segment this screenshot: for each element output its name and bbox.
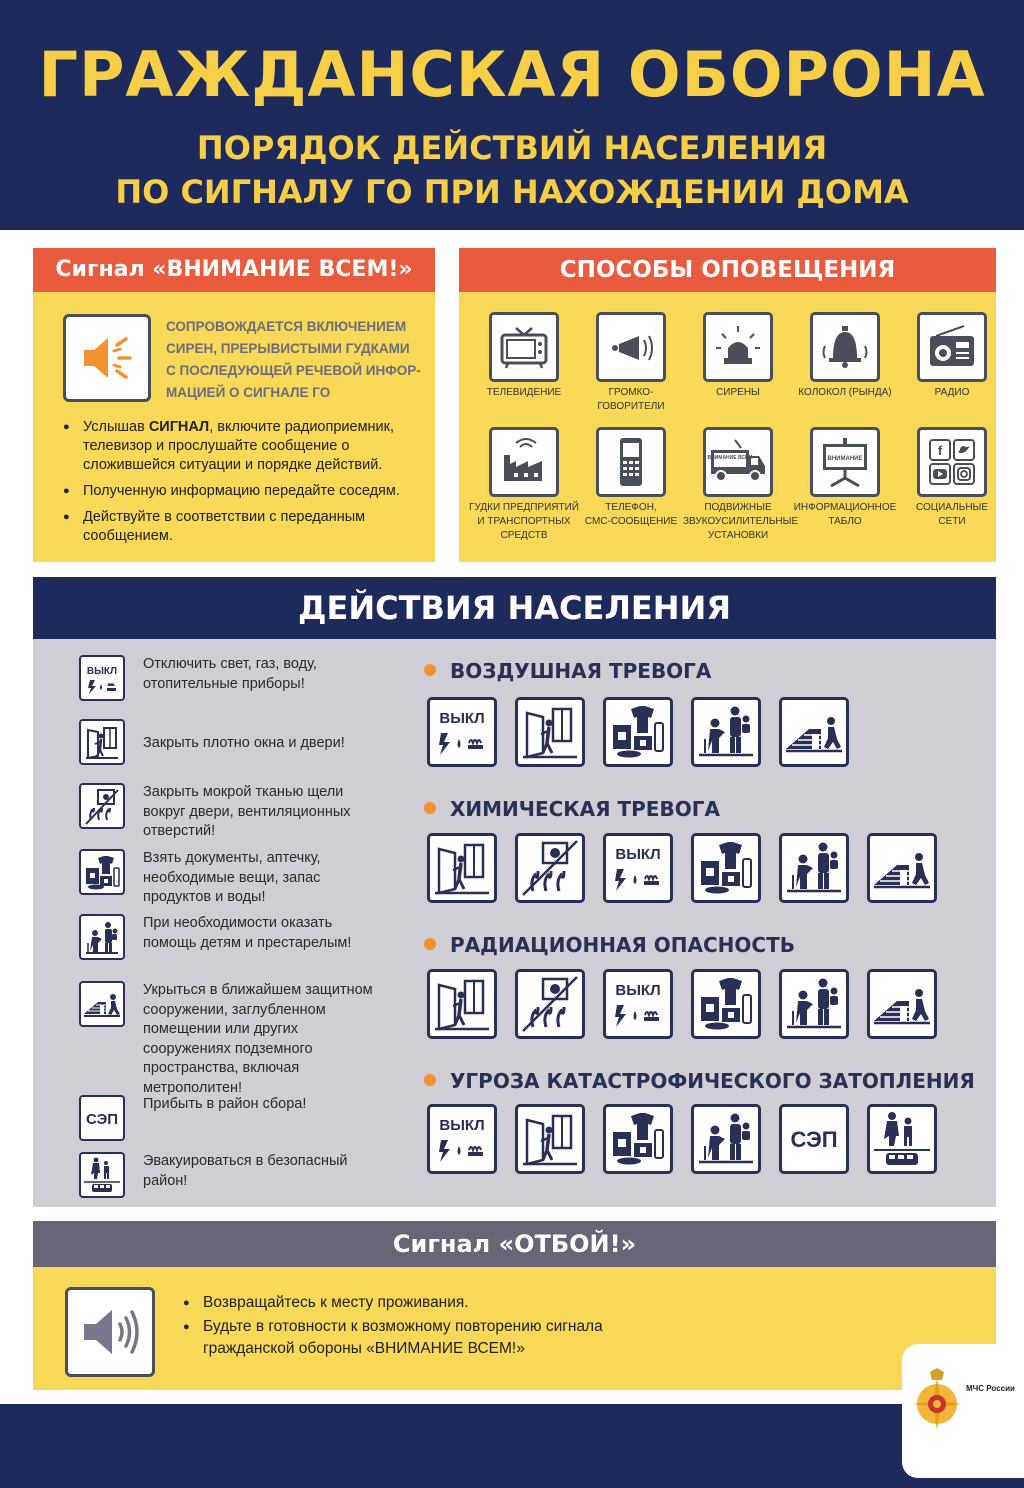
off-icon — [603, 969, 673, 1039]
sep-label: СЭП — [790, 1127, 838, 1152]
method-phone — [576, 427, 686, 529]
signal-bullets — [63, 418, 423, 553]
evacuate-icon — [867, 1104, 937, 1174]
siren-icon — [703, 312, 773, 382]
signal-bullet-1 — [63, 418, 423, 475]
otboi-heading: Сигнал «ОТБОЙ!» — [33, 1221, 996, 1267]
close-doors-icon — [515, 1104, 585, 1174]
scenario-title: ВОЗДУШНАЯ ТРЕВОГА — [424, 659, 711, 683]
legend-text: Эвакуироваться в безопасный район! — [143, 1153, 348, 1189]
scenario-title: РАДИАЦИОННАЯ ОПАСНОСТЬ — [424, 933, 795, 957]
method-label: РАДИО — [934, 387, 970, 398]
off-icon — [427, 1104, 497, 1174]
off-label: ВЫКЛ — [615, 846, 661, 863]
method-siren — [683, 312, 793, 400]
actions-heading: ДЕЙСТВИЯ НАСЕЛЕНИЯ — [33, 577, 996, 639]
seal-vents-icon — [79, 783, 125, 829]
signal-desc-line: МАЦИЕЙ О СИГНАЛЕ ГО — [166, 385, 331, 400]
help-icon — [691, 697, 761, 767]
footer-bar — [0, 1404, 1024, 1488]
evacuate-icon — [79, 1152, 125, 1198]
legend-text: Взять документы, аптечку, необходимые вещи, запас продуктов и воды! — [143, 850, 321, 905]
signal-bullet-3: ● Действуйте в соответствии с переданным сообщением. — [63, 508, 423, 546]
board-icon — [810, 427, 880, 497]
otboi-panel — [33, 1267, 996, 1390]
radio-icon — [917, 312, 987, 382]
signal-desc-line: С ПОСЛЕДУЮЩЕЙ РЕЧЕВОЙ ИНФОР- — [166, 363, 421, 378]
legend-text: Закрыть мокрой тканью щели вокруг двери, вентиляционных отверстий! — [143, 784, 351, 839]
mchs-emblem-icon — [912, 1366, 962, 1438]
bullet-text: Услышав — [83, 419, 149, 435]
page-subtitle — [0, 126, 1024, 214]
method-loudspeaker — [576, 312, 686, 414]
method-label — [576, 386, 686, 414]
help-icon — [691, 1104, 761, 1174]
otboi-bullets — [183, 1292, 603, 1362]
van-text: ВНИМАНИЕ ВСЕМ — [707, 455, 753, 461]
help-icon — [79, 914, 125, 960]
method-label — [683, 501, 799, 543]
otboi-bullet-1: ● Возвращайтесь к месту проживания. — [183, 1292, 603, 1314]
method-board — [790, 427, 900, 529]
bullet-text: , включите радиоприемник, телевизор и прослушайте сообщение о сложившейся ситуации и порядке действий. — [83, 419, 395, 473]
seal-vents-icon — [515, 833, 585, 903]
seal-vents-icon — [515, 969, 585, 1039]
sep-label: СЭП — [85, 1111, 119, 1128]
van-icon — [703, 427, 773, 497]
method-bell — [790, 312, 900, 400]
off-label: ВЫКЛ — [86, 666, 118, 677]
page-title: ГРАЖДАНСКАЯ ОБОРОНА — [38, 38, 986, 111]
speaker-icon — [65, 1287, 155, 1377]
phone-icon — [596, 427, 666, 497]
supplies-icon — [603, 1104, 673, 1174]
signal-bullet-2: ● Полученную информацию передайте соседям. — [63, 482, 423, 501]
method-label-text: ГРОМКО- ГОВОРИТЕЛИ — [597, 387, 665, 412]
off-label: ВЫКЛ — [439, 710, 485, 727]
help-icon — [779, 833, 849, 903]
method-label-text: ПОДВИЖНЫЕ ЗВУКОУСИЛИТЕЛЬНЫЕ УСТАНОВКИ — [683, 502, 799, 541]
method-label: ТЕЛЕВИДЕНИЕ — [486, 387, 562, 398]
method-van — [683, 427, 799, 543]
legend-text: Укрыться в ближайшем защитном сооружении, заглубленном помещении или других сооружениях подземного пространства, включая метрополитен! — [143, 982, 373, 1096]
header — [0, 0, 1024, 230]
signal-heading: Сигнал «ВНИМАНИЕ ВСЕМ!» — [33, 248, 435, 292]
method-label — [576, 501, 686, 529]
method-label: СИРЕНЫ — [716, 387, 760, 398]
scenario-title: УГРОЗА КАТАСТРОФИЧЕСКОГО ЗАТОПЛЕНИЯ — [424, 1069, 975, 1093]
method-label — [790, 501, 900, 529]
legend-text: Закрыть плотно окна и двери! — [143, 735, 345, 751]
supplies-icon — [603, 697, 673, 767]
methods-panel — [459, 292, 996, 562]
method-label — [897, 501, 1007, 529]
shelter-icon — [867, 969, 937, 1039]
svg-text:f: f — [937, 443, 943, 458]
shelter-icon — [779, 697, 849, 767]
logo-text: МЧС России — [966, 1384, 1015, 1393]
close-doors-icon — [427, 833, 497, 903]
sep-icon — [779, 1104, 849, 1174]
actions-panel — [33, 639, 996, 1207]
supplies-icon — [79, 849, 125, 895]
scenario-title: ХИМИЧЕСКАЯ ТРЕВОГА — [424, 797, 720, 821]
methods-heading: СПОСОБЫ ОПОВЕЩЕНИЯ — [459, 248, 996, 292]
otboi-bullet-2 — [183, 1316, 603, 1360]
speaker-alert-icon — [63, 314, 151, 402]
off-icon — [427, 697, 497, 767]
tv-icon — [489, 312, 559, 382]
method-tv — [469, 312, 579, 400]
help-icon — [779, 969, 849, 1039]
method-label-text: ИНФОРМАЦИОННОЕ ТАБЛО — [793, 502, 897, 527]
close-doors-icon — [79, 719, 125, 765]
otboi-bullet-line: гражданской обороны «ВНИМАНИЕ ВСЕМ!» — [203, 1340, 525, 1357]
legend-text: Прибыть в район сбора! — [143, 1096, 307, 1112]
off-label: ВЫКЛ — [439, 1117, 485, 1134]
close-doors-icon — [515, 697, 585, 767]
sep-icon — [79, 1095, 125, 1141]
logo-card — [902, 1344, 1024, 1478]
close-doors-icon — [427, 969, 497, 1039]
loudspeaker-icon — [596, 312, 666, 382]
subtitle-line-2: ПО СИГНАЛУ ГО ПРИ НАХОЖДЕНИИ ДОМА — [115, 173, 909, 211]
method-label — [469, 501, 579, 543]
signal-panel — [33, 292, 435, 562]
subtitle-line-1: ПОРЯДОК ДЕЙСТВИЙ НАСЕЛЕНИЯ — [196, 129, 828, 167]
off-icon — [603, 833, 673, 903]
legend-text: Отключить свет, газ, воду, отопительные приборы! — [143, 656, 317, 692]
legend-text: При необходимости оказать помощь детям и престарелым! — [143, 915, 352, 951]
method-social — [897, 427, 1007, 529]
method-label: КОЛОКОЛ (РЫНДА) — [798, 387, 892, 398]
signal-desc-line: СОПРОВОЖДАЕТСЯ ВКЛЮЧЕНИЕМ — [166, 319, 407, 334]
signal-description — [166, 316, 426, 404]
method-label-text: ГУДКИ ПРЕДПРИЯТИЙ И ТРАНСПОРТНЫХ СРЕДСТВ — [469, 502, 579, 541]
signal-desc-line: СИРЕН, ПРЕРЫВИСТЫМИ ГУДКАМИ — [166, 341, 410, 356]
off-icon — [79, 655, 125, 701]
supplies-icon — [691, 969, 761, 1039]
supplies-icon — [691, 833, 761, 903]
method-factory — [469, 427, 579, 543]
bell-icon — [810, 312, 880, 382]
off-label: ВЫКЛ — [615, 982, 661, 999]
method-label-text: СОЦИАЛЬНЫЕ СЕТИ — [915, 502, 989, 527]
board-text: ВНИМАНИЕ — [827, 456, 863, 462]
shelter-icon — [79, 981, 125, 1027]
otboi-bullet-line: ● Будьте в готовности к возможному повторению сигнала — [203, 1318, 603, 1335]
bullet-bold-text: СИГНАЛ — [148, 419, 210, 435]
factory-icon — [489, 427, 559, 497]
social-icon — [917, 427, 987, 497]
method-radio — [897, 312, 1007, 400]
shelter-icon — [867, 833, 937, 903]
method-label-text: ТЕЛЕФОН, СМС-СООБЩЕНИЕ — [584, 502, 678, 527]
